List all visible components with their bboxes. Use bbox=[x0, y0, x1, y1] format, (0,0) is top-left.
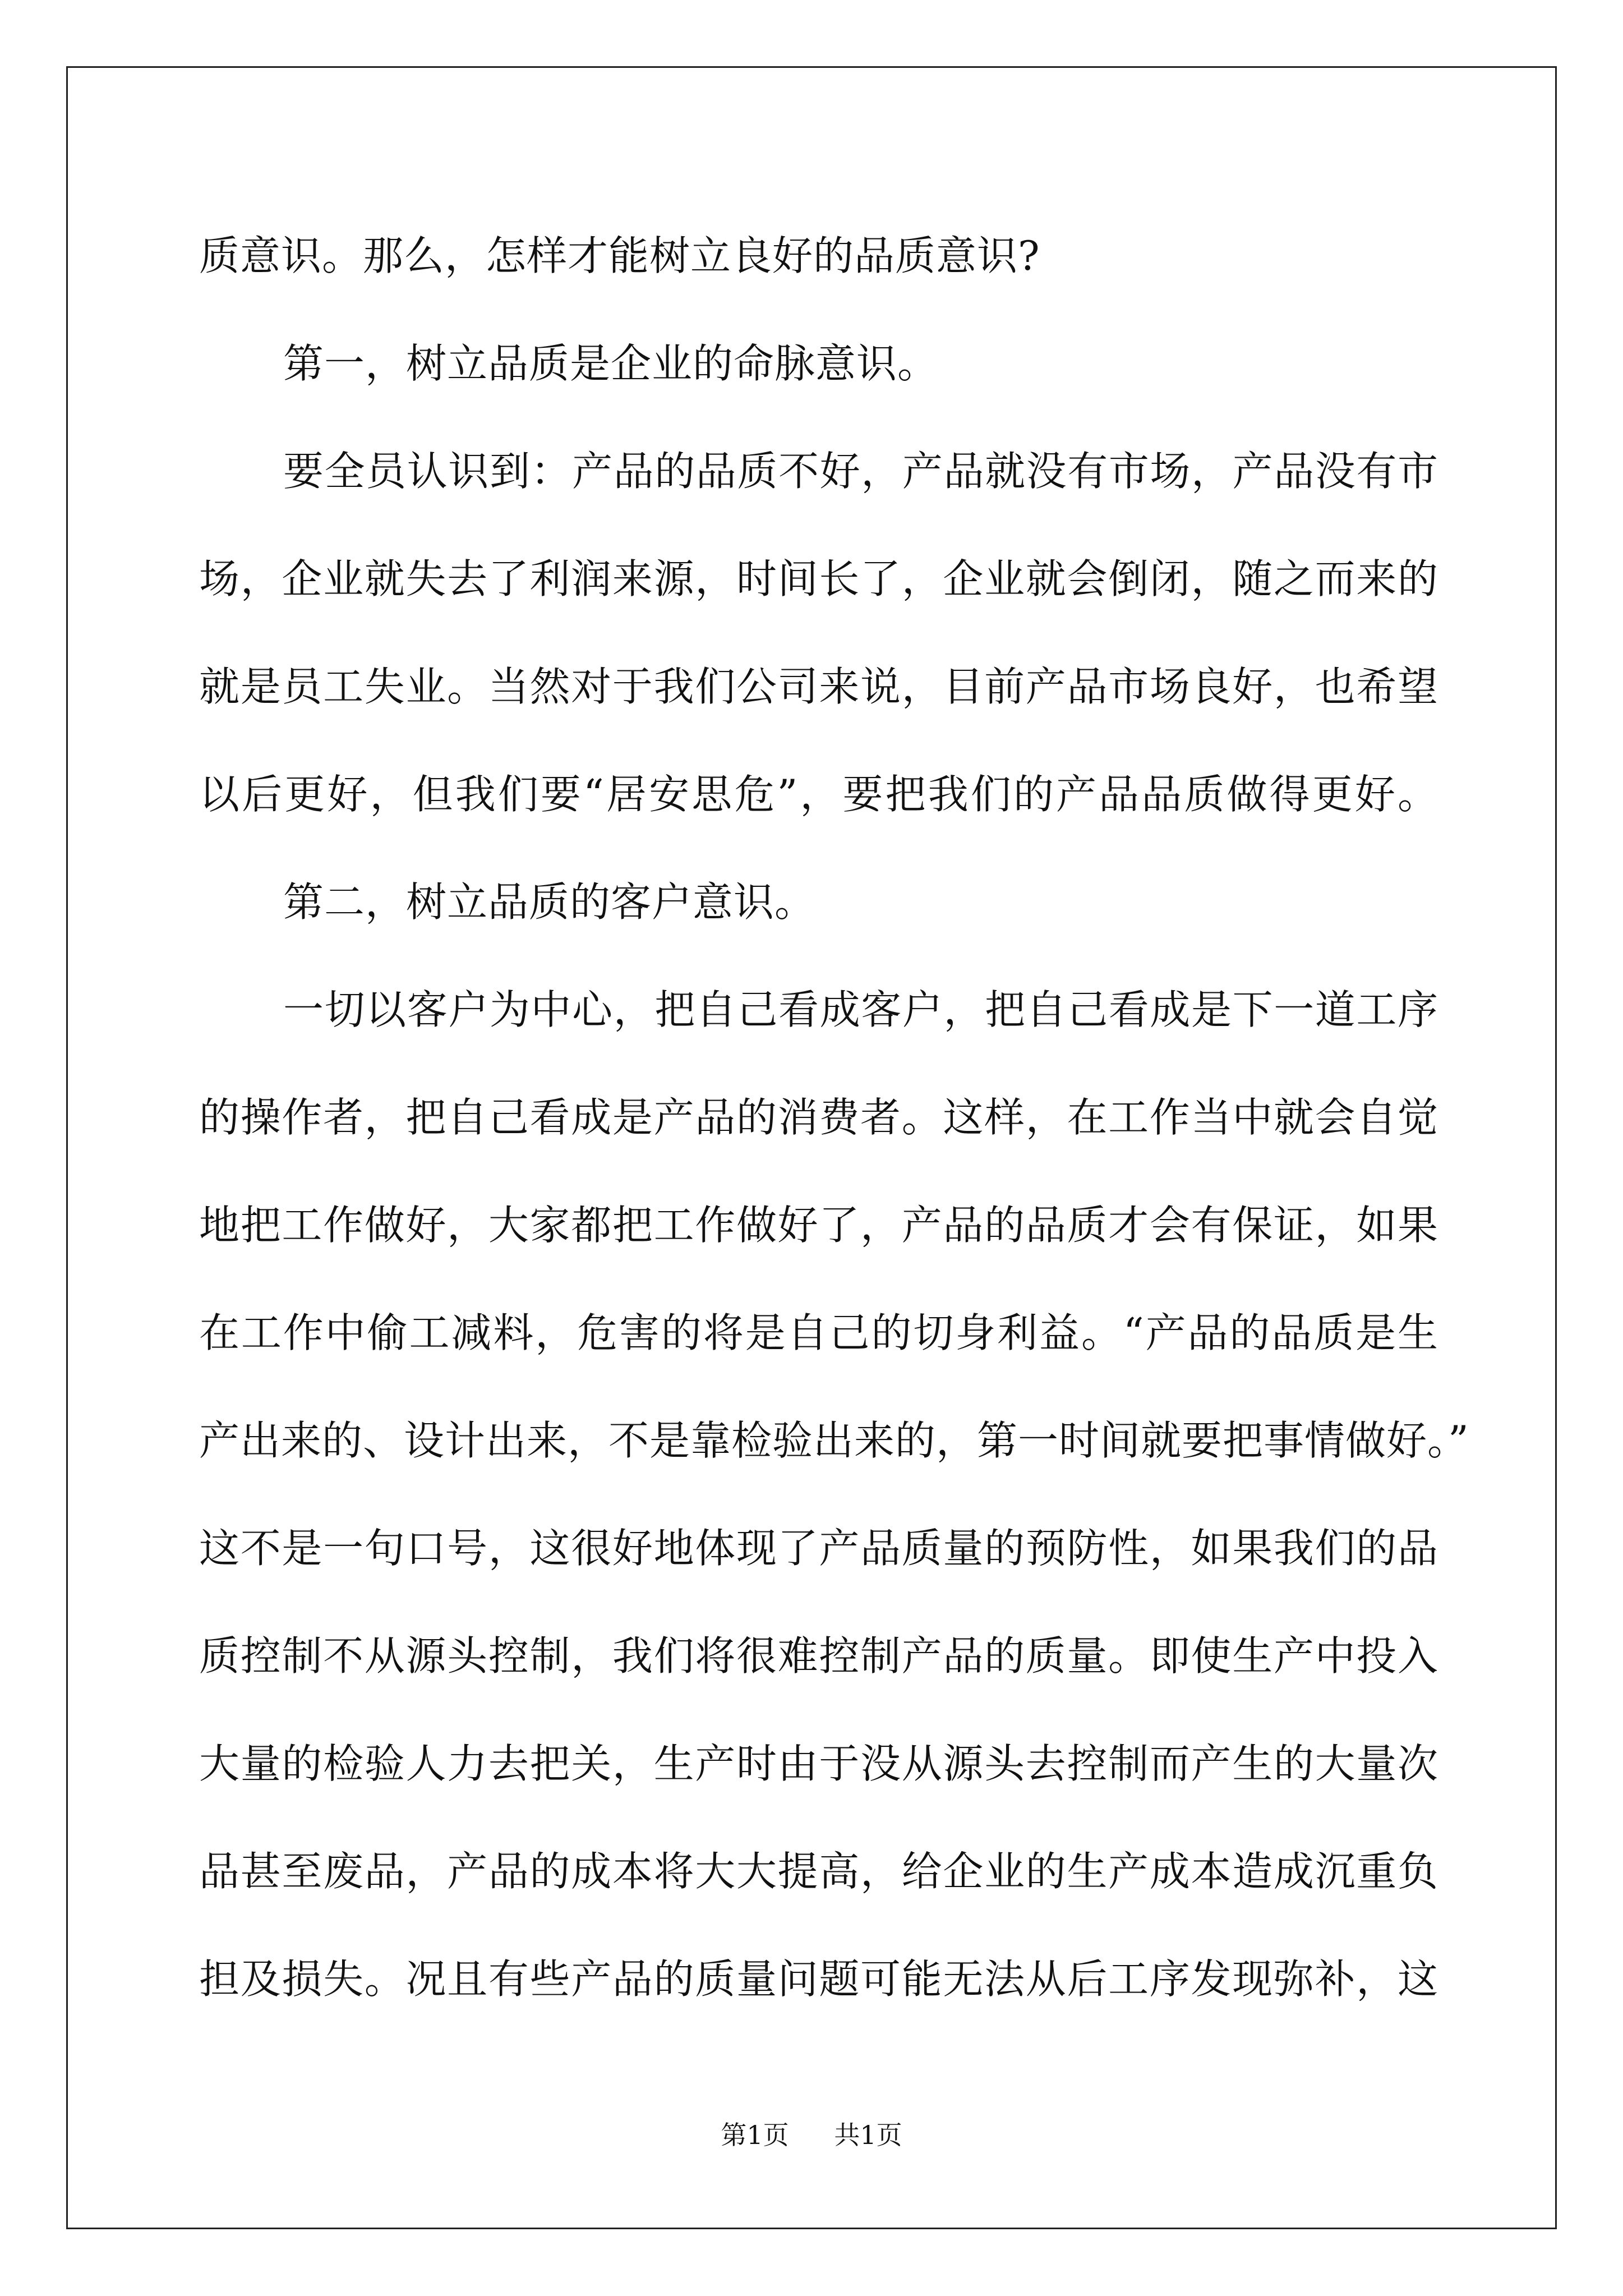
text-line: 要全员认识到：产品的品质不好，产品就没有市场，产品没有市 bbox=[283, 448, 1438, 495]
text-line: 品甚至废品，产品的成本将大大提高，给企业的生产成本造成沉重负 bbox=[199, 1848, 1438, 1895]
text-line: 的操作者，把自己看成是产品的消费者。这样，在工作当中就会自觉 bbox=[199, 1094, 1438, 1141]
text-line: 地把工作做好，大家都把工作做好了，产品的品质才会有保证，如果 bbox=[199, 1202, 1438, 1249]
text-line: 这不是一句口号，这很好地体现了产品质量的预防性，如果我们的品 bbox=[199, 1525, 1438, 1572]
text-line: 以后更好，但我们要“居安思危”，要把我们的产品品质做得更好。 bbox=[199, 771, 1438, 818]
text-line: 大量的检验人力去把关，生产时由于没从源头去控制而产生的大量次 bbox=[199, 1740, 1438, 1787]
page-footer bbox=[0, 2115, 1623, 2152]
document-body bbox=[199, 202, 1469, 2033]
text-line: 在工作中偷工减料，危害的将是自己的切身利益。“产品的品质是生 bbox=[199, 1309, 1438, 1356]
page-number-current: 第1页 bbox=[721, 2120, 789, 2150]
text-line: 质控制不从源头控制，我们将很难控制产品的质量。即使生产中投入 bbox=[199, 1632, 1438, 1680]
text-line: 一切以客户为中心，把自己看成客户，把自己看成是下一道工序 bbox=[283, 986, 1438, 1033]
text-line: 质意识。那么，怎样才能树立良好的品质意识? bbox=[199, 232, 1040, 279]
text-line: 第二，树立品质的客户意识。 bbox=[283, 878, 816, 926]
text-line: 第一，树立品质是企业的命脉意识。 bbox=[283, 340, 939, 387]
text-line: 产出来的、设计出来，不是靠检验出来的，第一时间就要把事情做好。” bbox=[199, 1417, 1469, 1464]
page-number-total: 共1页 bbox=[834, 2120, 902, 2150]
text-line: 场，企业就失去了利润来源，时间长了，企业就会倒闭，随之而来的 bbox=[199, 555, 1438, 602]
text-line: 就是员工失业。当然对于我们公司来说，目前产品市场良好，也希望 bbox=[199, 663, 1438, 710]
text-line: 担及损失。况且有些产品的质量问题可能无法从后工序发现弥补，这 bbox=[199, 1955, 1438, 2003]
